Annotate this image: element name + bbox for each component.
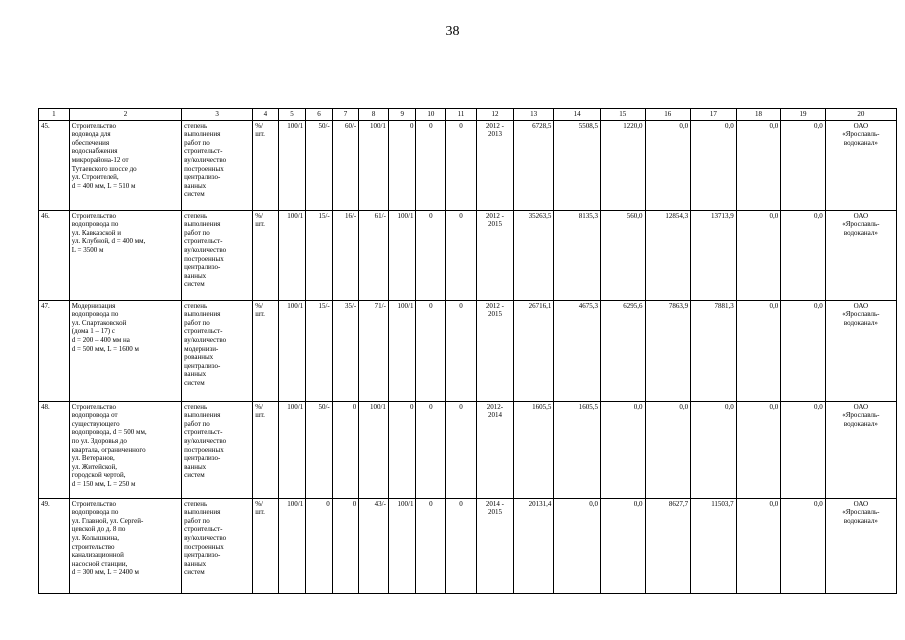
cell-executor: ОАО «Ярославль- водоканал»	[825, 498, 896, 593]
cell-value-col-10: 0	[416, 210, 446, 300]
cell-row-number: 47.	[39, 300, 70, 401]
column-header-19: 19	[781, 109, 826, 121]
cell-value-2014: 100/1	[359, 401, 389, 498]
cell-cost-col-19: 0,0	[781, 300, 826, 401]
cell-project-name: Строительство водовода для обеспечения водоснабжения микрорайона-12 от Тутаевского шоссе до ул. Строителей, d = 400 мм, L = 510 м	[69, 120, 181, 210]
cell-cost-2013: 0,0	[600, 401, 645, 498]
cell-value-2013: 35/-	[332, 300, 359, 401]
table-body	[39, 120, 897, 593]
cell-cost-2014: 0,0	[645, 401, 691, 498]
column-header-6: 6	[306, 109, 333, 121]
cell-cost-2012: 5508,5	[554, 120, 601, 210]
cell-executor: ОАО «Ярославль- водоканал»	[825, 300, 896, 401]
cell-project-name: Строительство водопровода от существующего водопровода, d = 500 мм, по ул. Здоровья до квартала, ограниченного ул. Ветеранов, ул. Житейской, городской чертой, d = 150 мм, L = 250 м	[69, 401, 181, 498]
cell-cost-2012: 4675,3	[554, 300, 601, 401]
cell-indicator: степень выполнения работ по строительст- ву/количество модернизи- рованных централизо- ванных систем	[182, 300, 253, 401]
column-header-5: 5	[278, 109, 306, 121]
cell-cost-2014: 12854,3	[645, 210, 691, 300]
cell-period: 2012 - 2015	[476, 210, 513, 300]
column-header-9: 9	[388, 109, 416, 121]
cell-value-col-11: 0	[446, 401, 477, 498]
column-header-15: 15	[600, 109, 645, 121]
cell-cost-2015: 7881,3	[691, 300, 737, 401]
cell-row-number: 49.	[39, 498, 70, 593]
column-header-4: 4	[253, 109, 278, 121]
cell-value-2014: 100/1	[359, 120, 389, 210]
cell-value-2013: 16/-	[332, 210, 359, 300]
cell-cost-col-18: 0,0	[736, 498, 781, 593]
cell-cost-2012: 1605,5	[554, 401, 601, 498]
cell-value-2013: 60/-	[332, 120, 359, 210]
cell-value-2014: 43/-	[359, 498, 389, 593]
cell-period: 2012- 2014	[476, 401, 513, 498]
cell-total-cost: 26716,1	[514, 300, 554, 401]
cell-unit: %/ шт.	[253, 120, 278, 210]
table-row	[39, 300, 897, 401]
cell-cost-2015: 13713,9	[691, 210, 737, 300]
cell-value-2012: 15/-	[306, 300, 333, 401]
cell-value-col-10: 0	[416, 401, 446, 498]
cell-cost-2015: 11503,7	[691, 498, 737, 593]
cell-total-cost: 20131,4	[514, 498, 554, 593]
cell-cost-col-19: 0,0	[781, 401, 826, 498]
cell-cost-col-18: 0,0	[736, 300, 781, 401]
cell-total-cost: 1605,5	[514, 401, 554, 498]
column-header-14: 14	[554, 109, 601, 121]
cell-executor: ОАО «Ярославль- водоканал»	[825, 210, 896, 300]
cell-period: 2014 - 2015	[476, 498, 513, 593]
cell-unit: %/ шт.	[253, 498, 278, 593]
cell-cost-col-19: 0,0	[781, 498, 826, 593]
column-header-10: 10	[416, 109, 446, 121]
cell-value-2012: 50/-	[306, 120, 333, 210]
cell-cost-2012: 8135,3	[554, 210, 601, 300]
cell-row-number: 46.	[39, 210, 70, 300]
cell-value-2013: 0	[332, 401, 359, 498]
cell-executor: ОАО «Ярославль- водоканал»	[825, 401, 896, 498]
cell-unit: %/ шт.	[253, 210, 278, 300]
cell-value-2012: 15/-	[306, 210, 333, 300]
cell-total-cost: 35263,5	[514, 210, 554, 300]
cell-value-2015: 100/1	[388, 210, 416, 300]
cell-cost-col-19: 0,0	[781, 210, 826, 300]
cell-value-col-11: 0	[446, 210, 477, 300]
column-header-12: 12	[476, 109, 513, 121]
cell-indicator: степень выполнения работ по строительст- ву/количество построенных централизо- ванных систем	[182, 210, 253, 300]
cell-value-col-10: 0	[416, 120, 446, 210]
column-header-11: 11	[446, 109, 477, 121]
cell-period: 2012 - 2015	[476, 300, 513, 401]
cell-cost-2014: 0,0	[645, 120, 691, 210]
column-header-8: 8	[359, 109, 389, 121]
cell-value-2012: 50/-	[306, 401, 333, 498]
table-row	[39, 120, 897, 210]
cell-target-value: 100/1	[278, 300, 306, 401]
table-row	[39, 401, 897, 498]
cell-value-2014: 61/-	[359, 210, 389, 300]
cell-cost-col-18: 0,0	[736, 401, 781, 498]
cell-cost-2015: 0,0	[691, 120, 737, 210]
cell-indicator: степень выполнения работ по строительст- ву/количество построенных централизо- ванных систем	[182, 498, 253, 593]
cell-project-name: Модернизация водопровода по ул. Спартаковской (дома 1 – 17) с d = 200 – 400 мм на d = 500 мм, L = 1600 м	[69, 300, 181, 401]
column-header-7: 7	[332, 109, 359, 121]
cell-cost-2014: 8627,7	[645, 498, 691, 593]
cell-cost-2013: 0,0	[600, 498, 645, 593]
cell-value-col-10: 0	[416, 498, 446, 593]
column-header-1: 1	[39, 109, 70, 121]
column-header-18: 18	[736, 109, 781, 121]
cell-value-2014: 71/-	[359, 300, 389, 401]
cell-target-value: 100/1	[278, 498, 306, 593]
cell-target-value: 100/1	[278, 210, 306, 300]
cell-period: 2012 - 2013	[476, 120, 513, 210]
cell-value-2015: 100/1	[388, 300, 416, 401]
cell-executor: ОАО «Ярославль- водоканал»	[825, 120, 896, 210]
cell-value-2015: 0	[388, 401, 416, 498]
cell-value-2013: 0	[332, 498, 359, 593]
cell-row-number: 45.	[39, 120, 70, 210]
cell-project-name: Строительство водопровода по ул. Кавказской и ул. Клубной, d = 400 мм, L = 3500 м	[69, 210, 181, 300]
cell-value-2015: 0	[388, 120, 416, 210]
cell-unit: %/ шт.	[253, 401, 278, 498]
cell-value-2012: 0	[306, 498, 333, 593]
cell-value-col-11: 0	[446, 300, 477, 401]
cell-indicator: степень выполнения работ по строительст- ву/количество построенных централизо- ванных систем	[182, 401, 253, 498]
cell-value-col-11: 0	[446, 498, 477, 593]
column-header-16: 16	[645, 109, 691, 121]
column-header-13: 13	[514, 109, 554, 121]
header-row	[39, 109, 897, 121]
column-header-20: 20	[825, 109, 896, 121]
cell-cost-col-19: 0,0	[781, 120, 826, 210]
cell-total-cost: 6728,5	[514, 120, 554, 210]
column-header-3: 3	[182, 109, 253, 121]
table-row	[39, 498, 897, 593]
cell-target-value: 100/1	[278, 120, 306, 210]
cell-project-name: Строительство водопровода по ул. Главной, ул. Сергей- цевской до д. 8 по ул. Колышкина, строительство канализационной насосной станции, d = 300 мм, L = 2400 м	[69, 498, 181, 593]
cell-cost-2013: 6295,6	[600, 300, 645, 401]
cell-indicator: степень выполнения работ по строительст- ву/количество построенных централизо- ванных систем	[182, 120, 253, 210]
cell-cost-2012: 0,0	[554, 498, 601, 593]
table-row	[39, 210, 897, 300]
cell-cost-2013: 1220,0	[600, 120, 645, 210]
cell-cost-2013: 560,0	[600, 210, 645, 300]
cell-cost-col-18: 0,0	[736, 120, 781, 210]
cell-value-col-11: 0	[446, 120, 477, 210]
program-table	[38, 108, 897, 594]
cell-value-col-10: 0	[416, 300, 446, 401]
column-header-2: 2	[69, 109, 181, 121]
cell-cost-col-18: 0,0	[736, 210, 781, 300]
column-header-17: 17	[691, 109, 737, 121]
page-number: 38	[445, 24, 460, 39]
cell-target-value: 100/1	[278, 401, 306, 498]
cell-unit: %/ шт.	[253, 300, 278, 401]
cell-row-number: 48.	[39, 401, 70, 498]
cell-cost-2014: 7863,9	[645, 300, 691, 401]
cell-cost-2015: 0,0	[691, 401, 737, 498]
cell-value-2015: 100/1	[388, 498, 416, 593]
